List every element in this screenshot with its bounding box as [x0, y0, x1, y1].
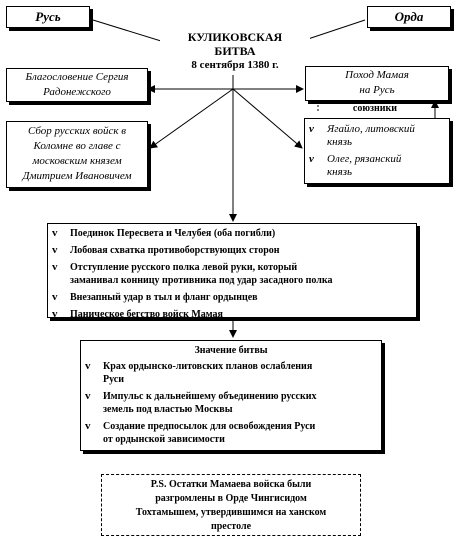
- check-icon: v: [52, 261, 58, 273]
- arrow-to-allies: [233, 89, 302, 148]
- event-line1: Паническое бегство войск Мамая: [70, 309, 223, 320]
- event-item: [48, 291, 416, 304]
- blessing-line2: Радонежского: [43, 86, 111, 98]
- blessing-box: [6, 68, 148, 102]
- battle-title-block: [160, 30, 310, 72]
- significance-item: [81, 420, 381, 446]
- check-icon: v: [52, 227, 58, 239]
- ally-line2: князь: [327, 166, 353, 178]
- significance-list: [81, 360, 381, 446]
- ps-line1: P.S. Остатки Мамаева войска были: [150, 479, 312, 490]
- significance-line2: от ордынской зависимости: [103, 434, 225, 445]
- orda-box: [367, 6, 451, 28]
- significance-item: [81, 360, 381, 386]
- check-icon: v: [85, 360, 91, 372]
- check-icon: v: [309, 123, 314, 135]
- battle-title-line1: КУЛИКОВСКАЯ: [187, 30, 283, 44]
- event-item: [48, 227, 416, 240]
- check-icon: v: [85, 420, 91, 432]
- gathering-line4: Дмитрием Ивановичем: [22, 170, 132, 182]
- event-line1: Отступление русского полка левой руки, который: [70, 262, 298, 273]
- rus-box: [6, 6, 90, 28]
- event-line1: Поединок Пересвета и Челубея (оба погибли): [70, 228, 276, 239]
- ps-box: [101, 474, 361, 536]
- event-line1: Внезапный удар в тыл и фланг ордынцев: [70, 292, 258, 303]
- check-icon: v: [85, 390, 91, 402]
- significance-title: Значение битвы: [194, 345, 268, 356]
- ps-line2: разгромлены в Орде Чингисидом: [155, 493, 307, 504]
- allies-list: [305, 123, 449, 179]
- gathering-box: [6, 121, 148, 188]
- event-item: [48, 244, 416, 257]
- gathering-line2: Коломне во главе с: [33, 140, 121, 152]
- significance-box: [80, 340, 382, 451]
- check-icon: v: [52, 291, 58, 303]
- event-line2: заманивал конницу противника под удар засадного полка: [70, 275, 333, 286]
- arrow-to-gathering: [150, 89, 233, 148]
- significance-line2: земель под властью Москвы: [103, 404, 233, 415]
- gathering-line1: Сбор русских войск в: [27, 125, 126, 137]
- check-icon: v: [52, 308, 58, 320]
- allies-box: [304, 118, 450, 184]
- battle-date: 8 сентября 1380 г.: [191, 59, 279, 71]
- ally-line1: Ягайло, литовский: [327, 123, 415, 135]
- significance-line2: Руси: [103, 374, 125, 385]
- event-item: [48, 308, 416, 321]
- event-line1: Лобовая схватка противоборствующих сторон: [70, 245, 280, 256]
- mamai-campaign-line1: Поход Мамая: [345, 69, 409, 81]
- blessing-line1: Благословение Сергия: [25, 71, 129, 83]
- ps-line3: Тохтамышем, утвердившимся на ханском: [135, 507, 327, 518]
- significance-line1: Создание предпосылок для освобождения Руси: [103, 421, 316, 432]
- significance-line1: Крах ордынско-литовских планов ослабления: [103, 361, 313, 372]
- ally-item: [305, 123, 449, 149]
- allies-label: [340, 103, 410, 115]
- significance-item: [81, 390, 381, 416]
- ally-item: [305, 153, 449, 179]
- orda-label: Орда: [394, 9, 424, 24]
- ally-line2: князь: [327, 136, 353, 148]
- events-box: [47, 223, 417, 318]
- rus-label: Русь: [35, 9, 61, 24]
- mamai-campaign-box: [305, 66, 449, 101]
- battle-title-line2: БИТВА: [214, 44, 256, 58]
- event-item: [48, 261, 416, 287]
- check-icon: v: [309, 153, 314, 165]
- check-icon: v: [52, 244, 58, 256]
- significance-line1: Импульс к дальнейшему объединению русских: [103, 391, 317, 402]
- allies-label-text: союзники: [352, 103, 398, 114]
- mamai-campaign-line2: на Русь: [359, 84, 395, 96]
- ally-line1: Олег, рязанский: [327, 153, 402, 165]
- gathering-line3: московским князем: [32, 155, 122, 167]
- events-list: [48, 227, 416, 321]
- ps-line4: престоле: [210, 521, 252, 532]
